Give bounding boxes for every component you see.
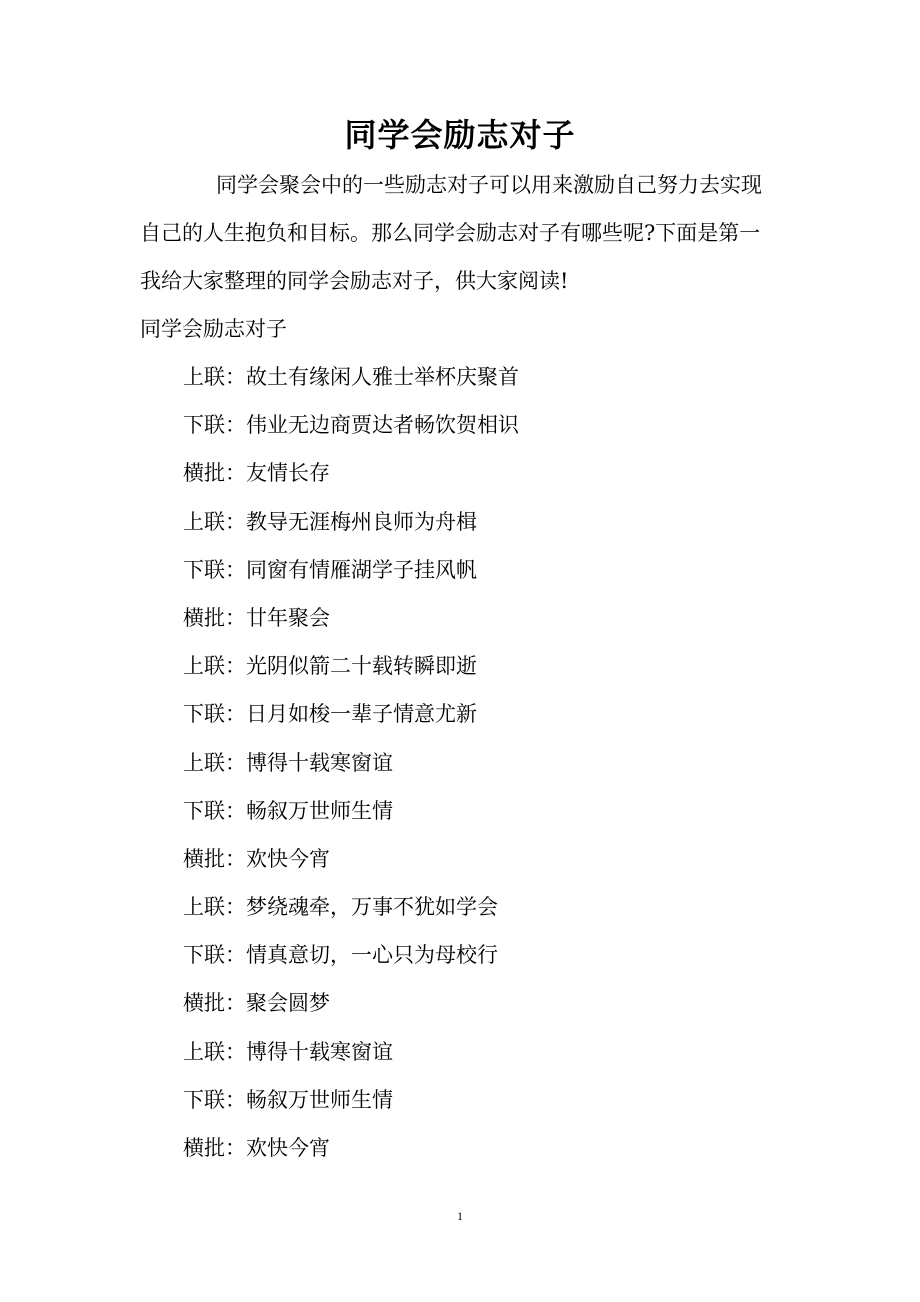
couplet-line: 上联：光阴似箭二十载转瞬即逝: [183, 654, 477, 679]
intro-line: 自己的人生抱负和目标。那么同学会励志对子有哪些呢?下面是第一: [140, 221, 761, 245]
couplet-list: [183, 353, 519, 1172]
page-number: 1: [457, 1209, 463, 1223]
couplet-line: 横批：欢快今宵: [183, 1136, 330, 1160]
intro-line: 我给大家整理的同学会励志对子，供大家阅读!: [140, 269, 569, 293]
couplet-line: 上联：博得十载寒窗谊: [183, 1039, 393, 1064]
couplet-line: 横批：聚会圆梦: [183, 991, 330, 1016]
couplet-line: 上联：教导无涯梅州良师为舟楫: [183, 509, 477, 534]
couplet-line: 横批：友情长存: [183, 461, 330, 486]
couplet-line: 上联：博得十载寒窗谊: [183, 750, 393, 775]
couplet-line: 下联：畅叙万世师生情: [183, 1087, 393, 1112]
couplet-line: 上联：故土有缘闲人雅士举杯庆聚首: [183, 365, 519, 389]
intro-paragraph: [140, 161, 786, 305]
couplet-line: 下联：伟业无边商贾达者畅饮贺相识: [183, 413, 519, 438]
intro-line: 同学会聚会中的一些励志对子可以用来激励自己努力去实现: [216, 173, 762, 197]
page-title: 同学会励志对子: [344, 116, 576, 154]
couplet-line: 下联：情真意切，一心只为母校行: [183, 943, 498, 968]
section-heading: 同学会励志对子: [140, 317, 287, 341]
couplet-line: 横批：欢快今宵: [183, 846, 330, 871]
couplet-line: 上联：梦绕魂牵，万事不犹如学会: [183, 895, 498, 920]
couplet-line: 下联：同窗有情雁湖学子挂风帆: [183, 557, 477, 582]
couplet-line: 下联：日月如梭一辈子情意尤新: [183, 702, 477, 727]
couplet-line: 下联：畅叙万世师生情: [183, 798, 393, 823]
couplet-line: 横批：廿年聚会: [183, 605, 330, 630]
